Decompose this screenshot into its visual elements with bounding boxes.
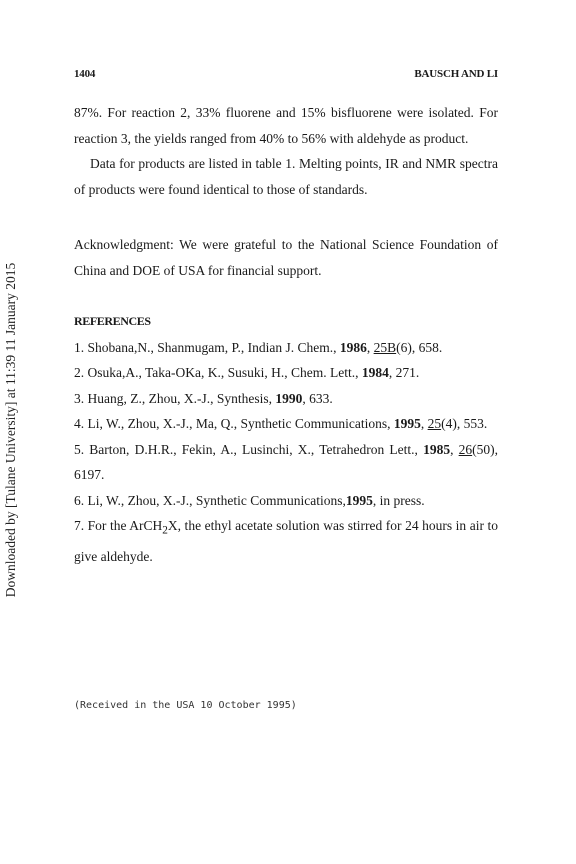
ref-text: X, the ethyl acetate solution was stirred for 24 hours in air to give aldehyde. [74,518,498,565]
acknowledgment: Acknowledgment: We were grateful to the National Science Foundation of China and DOE of USA for financial support. [74,237,498,278]
ref-year: 1986 [339,339,367,355]
ref-volume: 25 [427,416,442,431]
reference-item [74,411,498,437]
ref-text: 6. Li, W., Zhou, X.-J., Synthetic Communications, [74,492,346,508]
page-number: 1404 [74,68,96,80]
reference-item [74,437,498,488]
data-paragraph: Data for products are listed in table 1. Melting points, IR and NMR spectra of products were found identical to those of standards. [74,156,498,197]
ref-volume: 26 [458,441,473,457]
ref-year: 1985 [423,441,451,457]
ref-text: (6), 658. [396,339,443,355]
ref-year: 1995 [345,492,373,508]
ref-text: 2. Osuka,A., Taka-OKa, K., Susuki, H., Chem. Lett., [74,365,362,380]
ref-text: (50), 6197. [74,441,499,482]
ref-text: , 633. [302,390,333,406]
reference-item [74,488,498,514]
ref-year: 1995 [393,416,421,431]
reference-item [74,513,498,570]
reference-item [74,335,498,361]
ref-sep: , [366,339,374,355]
reference-item [74,386,498,412]
ref-text: (4), 553. [441,416,488,431]
download-watermark: Downloaded by [Tulane University] at 11:39 11 January 2015 [3,262,18,598]
references-heading: REFERENCES [74,314,151,328]
received-date: (Received in the USA 10 October 1995) [74,700,297,711]
ref-text: , in press. [372,492,425,508]
ref-year: 1984 [361,365,389,380]
ref-volume: 25B [373,339,397,355]
ref-text: 4. Li, W., Zhou, X.-J., Ma, Q., Synthetic Communications, [74,416,394,431]
ref-year: 1990 [275,390,303,406]
running-head-authors: BAUSCH AND LI [414,68,498,80]
ref-text: 3. Huang, Z., Zhou, X.-J., Synthesis, [74,390,276,406]
ref-sep: , [420,416,428,431]
ref-text: 7. For the ArCH [74,518,163,533]
ref-sep: , [450,441,459,457]
ref-text: , 271. [388,365,420,380]
ref-text: 5. Barton, D.H.R., Fekin, A., Lusinchi, X., Tetrahedron Lett., [74,441,424,457]
ref-subscript: 2 [162,524,168,537]
ref-text: 1. Shobana,N., Shanmugam, P., Indian J. Chem., [74,339,340,355]
running-header [74,68,498,80]
results-paragraph: 87%. For reaction 2, 33% fluorene and 15% bisfluorene were isolated. For reaction 3, the yields ranged from 40% to 56% with aldehyde as product. [74,105,498,146]
page-body [74,100,498,570]
reference-item [74,360,498,386]
